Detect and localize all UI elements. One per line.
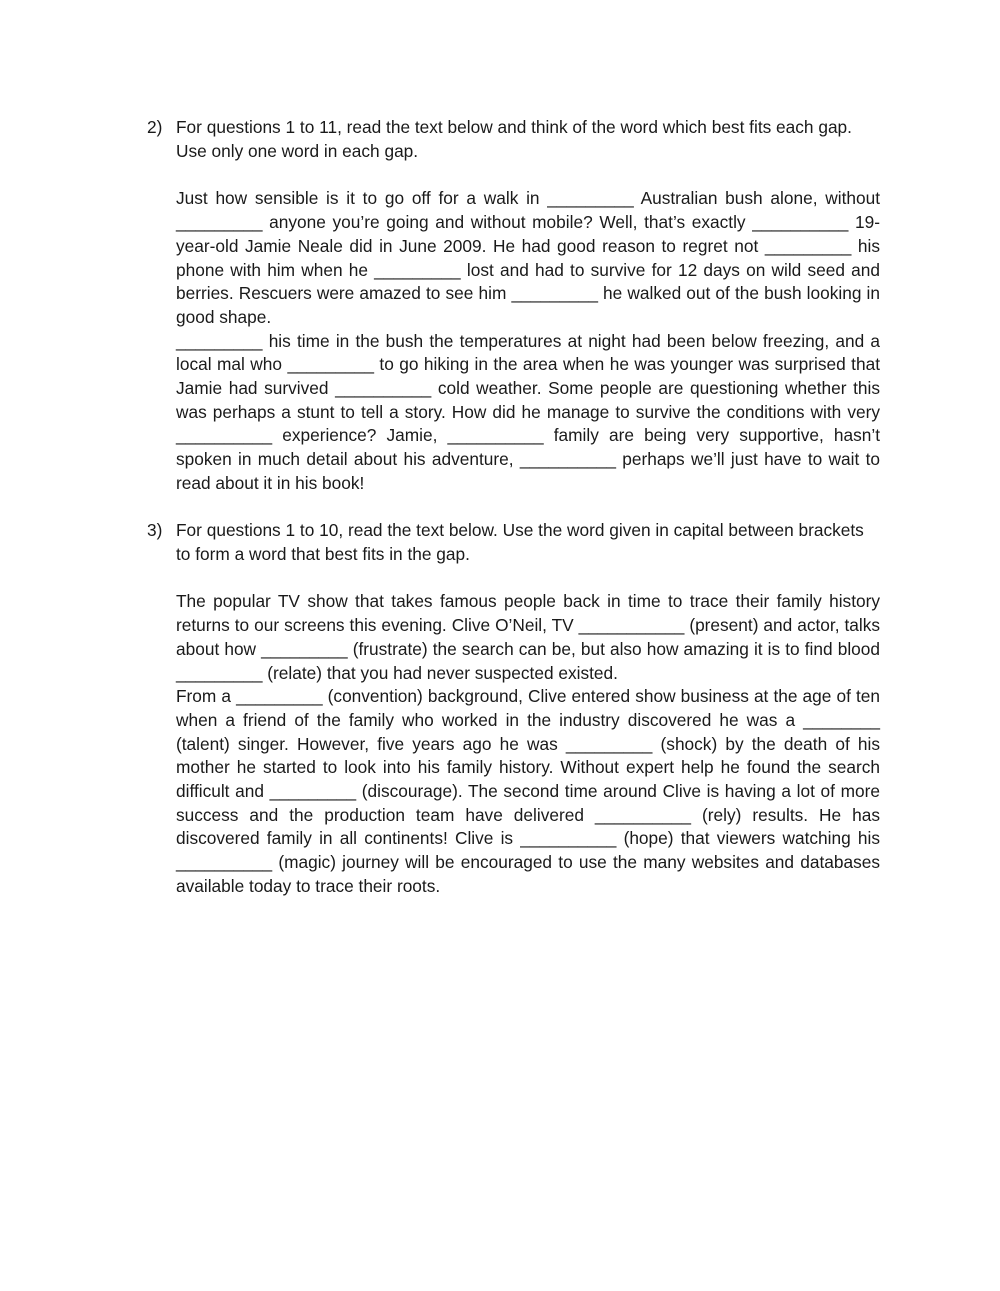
question-instruction: For questions 1 to 10, read the text below. Use the word given in capital between brackets to form a word that best fits in the gap.: [176, 520, 864, 564]
question-instruction: For questions 1 to 11, read the text below and think of the word which best fits each gap. Use only one word in each gap.: [176, 117, 852, 161]
passage-paragraph: _________ his time in the bush the temperatures at night had been below freezing, and a local mal who _________ to go hiking in the area when he was younger was surprised that Jamie had survived __________ cold weather. Some people are questioning whether this was perhaps a stunt to tell a story. How did he manage to survive the conditions with very __________ experience? Jamie, __________ family are being very supportive, hasn’t spoken in much detail about his adventure, __________ perhaps we’ll just have to wait to read about it in his book!: [176, 330, 880, 493]
question-body: [176, 519, 880, 899]
word-formation-passage: [176, 590, 880, 898]
passage-paragraph: The popular TV show that takes famous people back in time to trace their family history returns to our screens this evening. Clive O’Neil, TV ___________ (present) and actor, talks about how _________ (frustrate) the search can be, but also how amazing it is to find blood _________ (relate) that you had never suspected existed.: [176, 591, 880, 683]
question-number: 2): [147, 117, 163, 137]
gap-fill-passage: [176, 187, 880, 495]
question-body: [176, 116, 880, 496]
question-3: [147, 519, 880, 899]
question-2: [147, 116, 880, 496]
question-number: 3): [147, 520, 163, 540]
passage-paragraph: Just how sensible is it to go off for a walk in _________ Australian bush alone, without _________ anyone you’re going and without mobile? Well, that’s exactly __________ 19-year-old Jamie Neale did in June 2009. He had good reason to regret not _________ his phone with him when he _________ lost and had to survive for 12 days on wild seed and berries. Rescuers were amazed to see him _________ he walked out of the bush looking in good shape.: [176, 188, 880, 327]
passage-paragraph: From a _________ (convention) background, Clive entered show business at the age of ten when a friend of the family who worked in the industry discovered he was a ________ (talent) singer. However, five years ago he was _________ (shock) by the death of his mother he started to look into his family history. Without expert help he found the search difficult and _________ (discourage). The second time around Clive is having a lot of more success and the production team have delivered __________ (rely) results. He has discovered family in all continents! Clive is __________ (hope) that viewers watching his __________ (magic) journey will be encouraged to use the many websites and databases available today to trace their roots.: [176, 686, 880, 896]
